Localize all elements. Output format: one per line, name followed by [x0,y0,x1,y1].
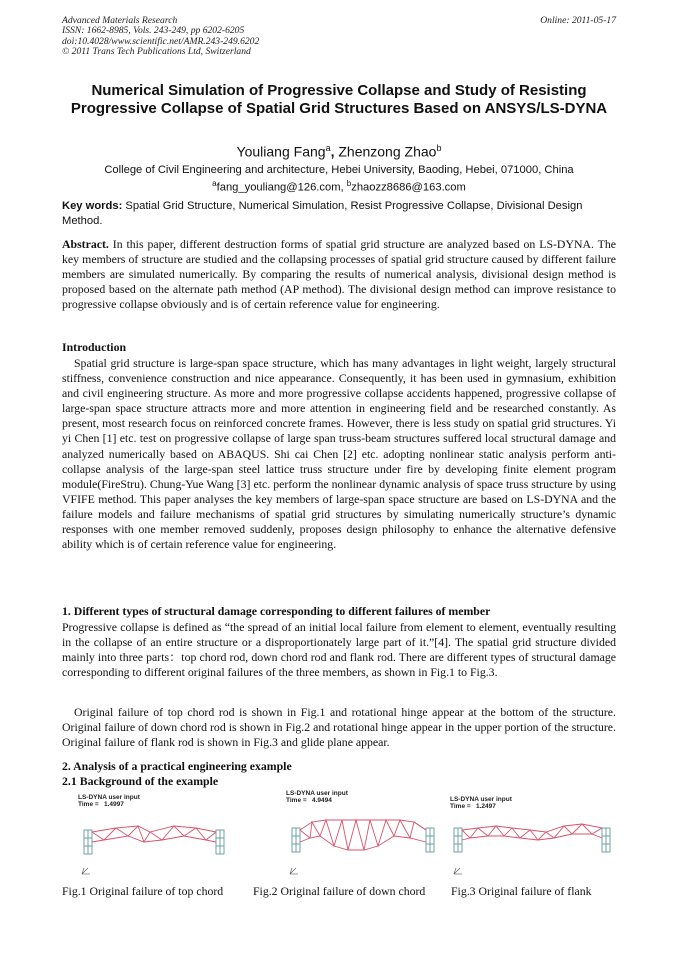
introduction-heading: Introduction [62,340,127,354]
issn: ISSN: 1662-8985, Vols. 243-249, pp 6202-6205 [62,25,245,37]
time-label: Time = [286,797,307,804]
figure-2-image [286,788,456,882]
time-value: 4.9494 [312,797,332,804]
section1-paragraph: Original failure of top chord rod is shown in Fig.1 and rotational hinge appear at the bottom of the structure. Original failure of down chord rod is shown in Fig.2 and rotational hinge appear in the upper portion of the structure. Original failure of flank rod is shown in Fig.3 and glide plane appear. [62,705,616,750]
section1-heading: 1. Different types of structural damage corresponding to different failures of member [62,604,491,618]
email-link[interactable]: zhaozz8686@163.com [351,181,466,194]
truss-structure [92,826,216,842]
figure-3-caption: Fig.3 Original failure of flank [451,884,592,898]
email-link[interactable]: fang_youliang@126.com, [216,181,347,194]
author-separator: , [330,143,339,160]
support-column [292,828,434,852]
figure-3 [450,794,620,884]
journal-name: Advanced Materials Research [62,15,178,26]
software-label: LS-DYNA user input [78,794,140,801]
figure-2-caption: Fig.2 Original failure of down chord [253,884,426,898]
truss-structure [300,820,426,850]
axis-triad-icon [454,868,462,874]
emails: $^a$fang_youliang@126.com, $^b$zhaozz8686@163.com [212,179,466,194]
figure-1-caption: Fig.1 Original failure of top chord [62,884,224,898]
abstract-text: In this paper, different destruction forms of spatial grid structure are analyzed based on LS-DYNA. The key members of structure are studied and the collapsing processes of spatial grid structure caused by different failure members are simulated numerically. By comparing the results of numerical analysis, divisional design method is proposed based on the alternate path method (AP method). The divisional design method can improve resistance to progressive collapse obviously and is of certain reference value for engineering. [62,237,616,312]
axis-triad-icon [82,868,90,874]
keywords [62,199,616,229]
abstract [62,237,616,312]
time-label: Time = [450,803,471,810]
time-label: Time = [78,801,99,808]
author-name: Zhenzong Zhao [338,143,437,160]
time-value: 1.4997 [104,801,124,808]
software-label: LS-DYNA user input [450,796,512,803]
paper-title: Numerical Simulation of Progressive Collapse and Study of Resisting Progressive Collapse of Spatial Grid Structures Based on ANSYS/LS-DYNA [70,82,608,117]
support-column [84,830,224,854]
author-superscript: b [436,143,442,153]
figure-1-image [78,792,248,882]
section2-heading: 2. Analysis of a practical engineering example [62,759,292,773]
author-name: Youliang Fang [236,143,326,160]
section1-paragraph: Progressive collapse is defined as “the spread of an initial local failure from element to element, eventually resulting in the collapse of an entire structure or a disproportionately large part of it.”[4]. The spatial grid structure divided mainly into three parts：top chord rod, down chord rod and flank rod. There are different types of structural damage corresponding to different original failures of the three members, as shown in Fig.1 to Fig.3. [62,620,616,680]
affiliation: College of Civil Engineering and architecture, Hebei University, Baoding, Hebei, 071000, China [104,164,574,176]
truss-structure [462,824,602,840]
figure-3-image [450,794,620,882]
software-label: LS-DYNA user input [286,790,348,797]
doi: doi:10.4028/www.scientific.net/AMR.243-249.6202 [62,35,260,47]
figure-1 [78,792,248,882]
axis-triad-icon [290,868,298,874]
introduction-text: Spatial grid structure is large-span space structure, which has many advantages in light weight, largely structural stiffness, convenience construction and nice appearance. Consequently, it has been used in gymnasium, exhibition and civil engineering structure. As more and more progressive collapse accidents happened, progressive collapse of large-span space structure attracts more and more attention in engineering field and be researched constantly. As present, most research focus on reinforced concrete frames. However, there is less study on spatial grid structures. Yi yi Chen [1] etc. test on progressive collapse of large span truss-beam structures suffered local structural damage and analyzed numerically based on ABAQUS. Shi cai Chen [2] etc. adopting nonlinear static analysis perform anti-collapse analysis of the large-span steel lattice truss structure under fire by developing finite element program module(FireStru). Chung-Yue Wang [3] etc. perform the nonlinear dynamic analysis of space truss structure by using VFIFE method. This paper analyses the key members of large-span space structure are based on LS-DYNA and the failure models and failure mechanisms of spatial grid structures by simulating numerically structure’s dynamic responses with one member removed suddenly, proposes design philosophy to enhance the alternative defensive ability which is of certain reference value for engineering. [62,356,616,552]
journal-metadata [62,16,622,58]
online-date: Online: 2011-05-17 [540,15,616,26]
support-column [454,828,610,852]
keywords-text: Spatial Grid Structure, Numerical Simulation, Resist Progressive Collapse, Divisional Design Method. [62,200,583,227]
abstract-label: Abstract. [62,237,109,251]
authors [62,143,616,160]
author-superscript: a [325,143,331,153]
figure-2 [286,788,456,878]
keywords-label: Key words: [62,200,123,212]
section2-1-heading: 2.1 Background of the example [62,774,219,788]
copyright: © 2011 Trans Tech Publications Ltd, Switzerland [62,46,251,58]
time-value: 1.2497 [476,803,496,810]
